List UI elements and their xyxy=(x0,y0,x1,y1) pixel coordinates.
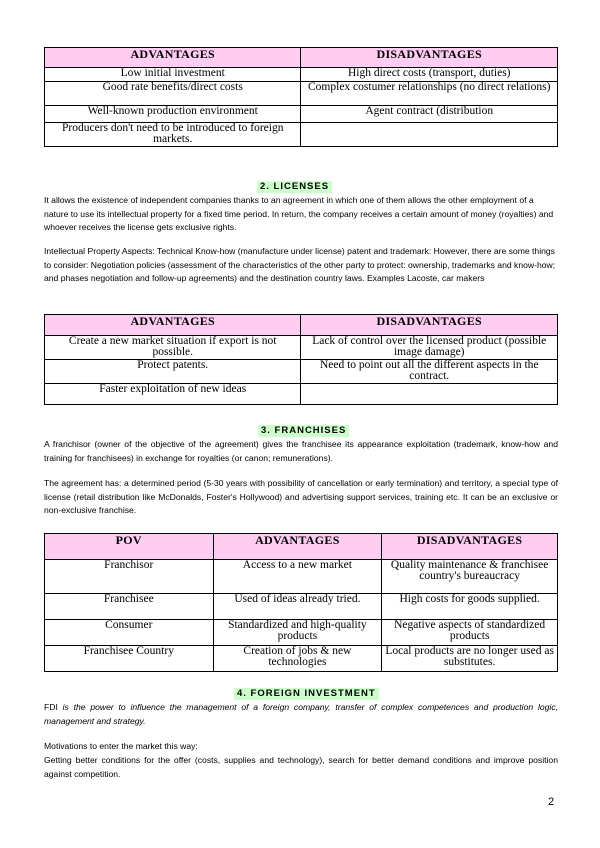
table-header: ADVANTAGES xyxy=(45,315,301,336)
licenses-paragraph-1: It allows the existence of independent companies thanks to an agreement in which one of them allows the other employment of a nature to use its intellectual property for a fixed time period. In return, the company receives a certain amount of money (royalties) and whoever receives the license gets exclusive rights. xyxy=(44,195,554,232)
table-cell: Creation of jobs & new technologies xyxy=(213,646,382,672)
table-cell: Local products are no longer used as substitutes. xyxy=(382,646,558,672)
table-cell: Complex costumer relationships (no direct relations) xyxy=(301,82,558,106)
table-cell: Franchisor xyxy=(45,560,214,594)
table-cell: Consumer xyxy=(45,620,214,646)
licenses-paragraph-2: Intellectual Property Aspects: Technical Know-how (manufacture under license) patent and trademark: However, there are some things to consider: Negotiation policies (assessment of the characteristics of the other party to protect: ownership, trademarks and know-how; and phases negotiation and follow-up agreements) and the destination country laws. Examples Lacoste, car makers xyxy=(44,246,556,283)
franchise-pov-table xyxy=(44,533,558,672)
fdi-term: FDI xyxy=(44,702,58,712)
franchises-paragraph-2: The agreement has: a determined period (5-30 years with possibility of cancellation or early termination) and territory, a special type of license (retail distribution like McDonalds, Foster's Hollywood) and advertising support services, training etc. It can be an exclusive or non-exclusive franchise. xyxy=(44,478,558,515)
license-advantages-table xyxy=(44,314,558,405)
table-cell: Need to point out all the different aspects in the contract. xyxy=(301,360,558,384)
table-cell: Quality maintenance & franchisee country's bureaucracy xyxy=(382,560,558,594)
table-header: DISADVANTAGES xyxy=(382,534,558,560)
page-number: 2 xyxy=(548,796,555,808)
table-cell: Used of ideas already tried. xyxy=(213,594,382,620)
table-cell: Access to a new market xyxy=(213,560,382,594)
section-heading-licenses: 2. LICENSES xyxy=(257,181,332,193)
table-cell: Franchisee Country xyxy=(45,646,214,672)
table-cell: Low initial investment xyxy=(45,68,301,82)
table-cell: Standardized and high-quality products xyxy=(213,620,382,646)
table-header: POV xyxy=(45,534,214,560)
table-cell: Protect patents. xyxy=(45,360,301,384)
fdi-paragraph-3: Getting better conditions for the offer (costs, supplies and technology), search for better demand conditions and improve position against competition. xyxy=(44,755,558,779)
fdi-paragraph-2: Motivations to enter the market this way: xyxy=(44,741,198,751)
table-cell xyxy=(301,123,558,147)
table-header: DISADVANTAGES xyxy=(301,48,558,68)
export-advantages-table xyxy=(44,47,558,147)
table-cell: Good rate benefits/direct costs xyxy=(45,82,301,106)
franchises-paragraph-1: A franchisor (owner of the objective of the agreement) gives the franchisee its appearance exploitation (trademark, know-how and training for franchisees) in exchange for royalties (or canon; remunerations). xyxy=(44,439,558,463)
section-heading-franchises: 3. FRANCHISES xyxy=(258,425,349,437)
table-cell: Create a new market situation if export is not possible. xyxy=(45,336,301,360)
table-header: ADVANTAGES xyxy=(213,534,382,560)
table-cell: Negative aspects of standardized products xyxy=(382,620,558,646)
fdi-paragraph-1 xyxy=(44,701,558,728)
table-cell xyxy=(301,384,558,405)
table-cell: Faster exploitation of new ideas xyxy=(45,384,301,405)
table-header: ADVANTAGES xyxy=(45,48,301,68)
fdi-definition: is the power to influence the management of a foreign company, transfer of complex competences and production logic, management and strategy. xyxy=(44,702,558,726)
table-cell: Agent contract (distribution xyxy=(301,106,558,123)
table-cell: Franchisee xyxy=(45,594,214,620)
section-heading-foreign-investment: 4. FOREIGN INVESTMENT xyxy=(234,688,379,700)
table-cell: High direct costs (transport, duties) xyxy=(301,68,558,82)
table-cell: Producers don't need to be introduced to foreign markets. xyxy=(45,123,301,147)
table-cell: Well-known production environment xyxy=(45,106,301,123)
table-cell: Lack of control over the licensed product (possible image damage) xyxy=(301,336,558,360)
table-header: DISADVANTAGES xyxy=(301,315,558,336)
table-cell: High costs for goods supplied. xyxy=(382,594,558,620)
